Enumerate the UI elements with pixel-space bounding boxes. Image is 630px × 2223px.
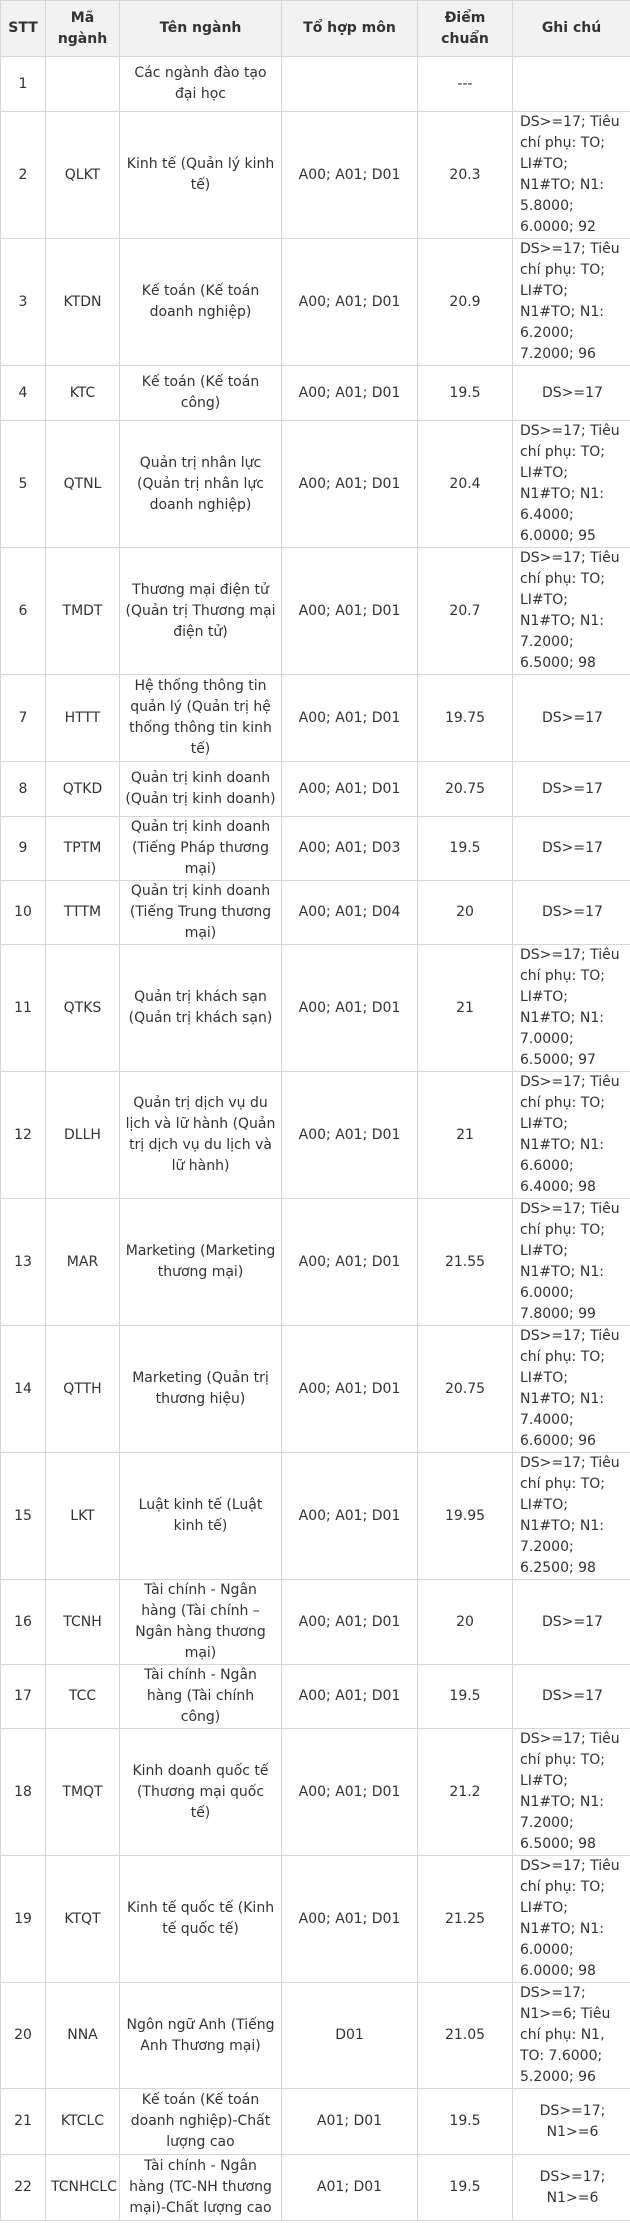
cell-score: 21.55: [418, 1199, 513, 1326]
cell-score: 19.5: [418, 2089, 513, 2155]
cell-score: 19.5: [418, 2155, 513, 2221]
table-row: [1, 2155, 630, 2221]
cell-stt: 1: [1, 57, 46, 112]
cell-code: TCNHCLC: [46, 2155, 120, 2221]
cell-note: DS>=17; N1>=6: [513, 2155, 630, 2221]
cell-combo: A00; A01; D01: [282, 112, 418, 239]
table-row: [1, 1453, 630, 1580]
cell-code: QLKT: [46, 112, 120, 239]
cell-stt: 18: [1, 1729, 46, 1856]
cell-score: 20: [418, 1580, 513, 1665]
cell-name: Thương mại điện tử (Quản trị Thương mại điện tử): [120, 548, 282, 675]
cell-name: Kế toán (Kế toán doanh nghiệp)-Chất lượng cao: [120, 2089, 282, 2155]
cell-note: DS>=17; Tiêu chí phụ: TO; LI#TO; N1#TO; N1: 7.4000; 6.6000; 96: [513, 1326, 630, 1453]
cell-code: TCC: [46, 1665, 120, 1729]
cell-combo: A00; A01; D01: [282, 366, 418, 421]
cell-note: DS>=17; Tiêu chí phụ: TO; LI#TO; N1#TO; N1: 6.0000; 6.0000; 98: [513, 1856, 630, 1983]
cell-code: TCNH: [46, 1580, 120, 1665]
cell-stt: 14: [1, 1326, 46, 1453]
cell-note: DS>=17; Tiêu chí phụ: TO; LI#TO; N1#TO; N1: 7.0000; 6.5000; 97: [513, 945, 630, 1072]
cell-score: 20.3: [418, 112, 513, 239]
cell-stt: 4: [1, 366, 46, 421]
cell-combo: [282, 57, 418, 112]
cell-name: Tài chính - Ngân hàng (Tài chính – Ngân hàng thương mại): [120, 1580, 282, 1665]
cell-combo: A00; A01; D01: [282, 1665, 418, 1729]
cell-combo: D01: [282, 1983, 418, 2089]
cell-combo: A01; D01: [282, 2155, 418, 2221]
cell-score: 19.75: [418, 675, 513, 762]
cell-stt: 22: [1, 2155, 46, 2221]
cell-note: DS>=17: [513, 817, 630, 881]
cell-stt: 8: [1, 762, 46, 817]
cell-note: DS>=17: [513, 1665, 630, 1729]
cell-name: Kinh doanh quốc tế (Thương mại quốc tế): [120, 1729, 282, 1856]
cell-score: 20.75: [418, 762, 513, 817]
header-stt: STT: [1, 1, 46, 57]
table-row: [1, 239, 630, 366]
cell-code: KTC: [46, 366, 120, 421]
cell-note: DS>=17: [513, 881, 630, 945]
header-score: Điểm chuẩn: [418, 1, 513, 57]
cell-score: 20.9: [418, 239, 513, 366]
cell-name: Tài chính - Ngân hàng (TC-NH thương mại)-Chất lượng cao: [120, 2155, 282, 2221]
cell-code: KTDN: [46, 239, 120, 366]
cell-stt: 16: [1, 1580, 46, 1665]
cell-code: TTTM: [46, 881, 120, 945]
cell-stt: 10: [1, 881, 46, 945]
cell-note: DS>=17; N1>=6: [513, 2089, 630, 2155]
table-row: [1, 762, 630, 817]
cell-combo: A00; A01; D01: [282, 1580, 418, 1665]
cell-code: QTTH: [46, 1326, 120, 1453]
cell-note: [513, 57, 630, 112]
cell-note: DS>=17; Tiêu chí phụ: TO; LI#TO; N1#TO; N1: 7.2000; 6.2500; 98: [513, 1453, 630, 1580]
table-row: [1, 2089, 630, 2155]
table-row: [1, 1665, 630, 1729]
cell-stt: 20: [1, 1983, 46, 2089]
header-name: Tên ngành: [120, 1, 282, 57]
cell-combo: A00; A01; D01: [282, 1199, 418, 1326]
cell-note: DS>=17; Tiêu chí phụ: TO; LI#TO; N1#TO; N1: 7.2000; 6.5000; 98: [513, 548, 630, 675]
cell-note: DS>=17: [513, 366, 630, 421]
cell-name: Quản trị kinh doanh (Quản trị kinh doanh): [120, 762, 282, 817]
cell-note: DS>=17; N1>=6; Tiêu chí phụ: N1, TO: 7.6000; 5.2000; 96: [513, 1983, 630, 2089]
cell-combo: A00; A01; D01: [282, 1453, 418, 1580]
cell-code: NNA: [46, 1983, 120, 2089]
cell-stt: 2: [1, 112, 46, 239]
cell-code: TMDT: [46, 548, 120, 675]
header-row: [1, 1, 630, 57]
cell-score: 19.95: [418, 1453, 513, 1580]
table-row: [1, 548, 630, 675]
cell-name: Quản trị nhân lực (Quản trị nhân lực doanh nghiệp): [120, 421, 282, 548]
cell-code: KTQT: [46, 1856, 120, 1983]
cell-score: 20.7: [418, 548, 513, 675]
cell-combo: A00; A01; D01: [282, 1072, 418, 1199]
cell-stt: 15: [1, 1453, 46, 1580]
cell-stt: 5: [1, 421, 46, 548]
cell-stt: 3: [1, 239, 46, 366]
cell-score: 20.75: [418, 1326, 513, 1453]
cell-name: Marketing (Quản trị thương hiệu): [120, 1326, 282, 1453]
cell-combo: A00; A01; D01: [282, 1729, 418, 1856]
cell-combo: A00; A01; D04: [282, 881, 418, 945]
cell-note: DS>=17; Tiêu chí phụ: TO; LI#TO; N1#TO; N1: 6.0000; 7.8000; 99: [513, 1199, 630, 1326]
cell-score: 21: [418, 945, 513, 1072]
cell-combo: A00; A01; D01: [282, 675, 418, 762]
cell-note: DS>=17; Tiêu chí phụ: TO; LI#TO; N1#TO; N1: 5.8000; 6.0000; 92: [513, 112, 630, 239]
cell-score: ---: [418, 57, 513, 112]
cell-code: [46, 57, 120, 112]
cell-combo: A00; A01; D01: [282, 239, 418, 366]
table-row: [1, 1983, 630, 2089]
cell-code: LKT: [46, 1453, 120, 1580]
cell-stt: 17: [1, 1665, 46, 1729]
cell-stt: 11: [1, 945, 46, 1072]
cell-stt: 21: [1, 2089, 46, 2155]
cell-note: DS>=17; Tiêu chí phụ: TO; LI#TO; N1#TO; N1: 7.2000; 6.5000; 98: [513, 1729, 630, 1856]
header-code: Mã ngành: [46, 1, 120, 57]
cell-stt: 9: [1, 817, 46, 881]
cell-name: Quản trị kinh doanh (Tiếng Pháp thương mại): [120, 817, 282, 881]
cell-combo: A00; A01; D01: [282, 1326, 418, 1453]
table-row: [1, 1326, 630, 1453]
table-row: [1, 1580, 630, 1665]
header-note: Ghi chú: [513, 1, 630, 57]
cell-code: QTKD: [46, 762, 120, 817]
cell-score: 19.5: [418, 1665, 513, 1729]
table-row: [1, 112, 630, 239]
cell-stt: 6: [1, 548, 46, 675]
cell-note: DS>=17; Tiêu chí phụ: TO; LI#TO; N1#TO; N1: 6.4000; 6.0000; 95: [513, 421, 630, 548]
cell-code: TPTM: [46, 817, 120, 881]
cell-combo: A00; A01; D01: [282, 421, 418, 548]
cell-note: DS>=17: [513, 1580, 630, 1665]
header-combo: Tổ hợp môn: [282, 1, 418, 57]
cell-stt: 13: [1, 1199, 46, 1326]
cell-combo: A00; A01; D01: [282, 945, 418, 1072]
cell-note: DS>=17: [513, 762, 630, 817]
cell-note: DS>=17; Tiêu chí phụ: TO; LI#TO; N1#TO; N1: 6.6000; 6.4000; 98: [513, 1072, 630, 1199]
cell-code: KTCLC: [46, 2089, 120, 2155]
cell-score: 21.05: [418, 1983, 513, 2089]
table-row: [1, 1199, 630, 1326]
cell-code: DLLH: [46, 1072, 120, 1199]
table-row: [1, 1856, 630, 1983]
cell-score: 19.5: [418, 817, 513, 881]
cell-note: DS>=17; Tiêu chí phụ: TO; LI#TO; N1#TO; N1: 6.2000; 7.2000; 96: [513, 239, 630, 366]
table-row: [1, 817, 630, 881]
table-row: [1, 881, 630, 945]
table-row: [1, 57, 630, 112]
cell-note: DS>=17: [513, 675, 630, 762]
cell-combo: A00; A01; D03: [282, 817, 418, 881]
cell-combo: A01; D01: [282, 2089, 418, 2155]
cell-name: Quản trị kinh doanh (Tiếng Trung thương mại): [120, 881, 282, 945]
cell-name: Luật kinh tế (Luật kinh tế): [120, 1453, 282, 1580]
cell-score: 21: [418, 1072, 513, 1199]
table-row: [1, 1072, 630, 1199]
cell-name: Kinh tế quốc tế (Kinh tế quốc tế): [120, 1856, 282, 1983]
cell-name: Các ngành đào tạo đại học: [120, 57, 282, 112]
cell-stt: 7: [1, 675, 46, 762]
table-row: [1, 366, 630, 421]
table-row: [1, 675, 630, 762]
cell-score: 20.4: [418, 421, 513, 548]
table-body: [1, 57, 630, 2221]
cell-combo: A00; A01; D01: [282, 548, 418, 675]
cell-code: TMQT: [46, 1729, 120, 1856]
cell-code: QTKS: [46, 945, 120, 1072]
table-header: [1, 1, 630, 57]
cell-combo: A00; A01; D01: [282, 762, 418, 817]
cell-score: 19.5: [418, 366, 513, 421]
cell-code: QTNL: [46, 421, 120, 548]
table-row: [1, 421, 630, 548]
cell-name: Tài chính - Ngân hàng (Tài chính công): [120, 1665, 282, 1729]
cell-name: Marketing (Marketing thương mại): [120, 1199, 282, 1326]
table-row: [1, 1729, 630, 1856]
cell-score: 20: [418, 881, 513, 945]
cell-name: Kinh tế (Quản lý kinh tế): [120, 112, 282, 239]
cell-stt: 19: [1, 1856, 46, 1983]
cell-name: Quản trị dịch vụ du lịch và lữ hành (Quản trị dịch vụ du lịch và lữ hành): [120, 1072, 282, 1199]
cell-code: MAR: [46, 1199, 120, 1326]
cell-stt: 12: [1, 1072, 46, 1199]
cell-name: Kế toán (Kế toán công): [120, 366, 282, 421]
cell-name: Hệ thống thông tin quản lý (Quản trị hệ thống thông tin kinh tế): [120, 675, 282, 762]
cell-score: 21.2: [418, 1729, 513, 1856]
cell-name: Ngôn ngữ Anh (Tiếng Anh Thương mại): [120, 1983, 282, 2089]
table-row: [1, 945, 630, 1072]
cell-score: 21.25: [418, 1856, 513, 1983]
cell-code: HTTT: [46, 675, 120, 762]
cell-name: Quản trị khách sạn (Quản trị khách sạn): [120, 945, 282, 1072]
cell-name: Kế toán (Kế toán doanh nghiệp): [120, 239, 282, 366]
cell-combo: A00; A01; D01: [282, 1856, 418, 1983]
